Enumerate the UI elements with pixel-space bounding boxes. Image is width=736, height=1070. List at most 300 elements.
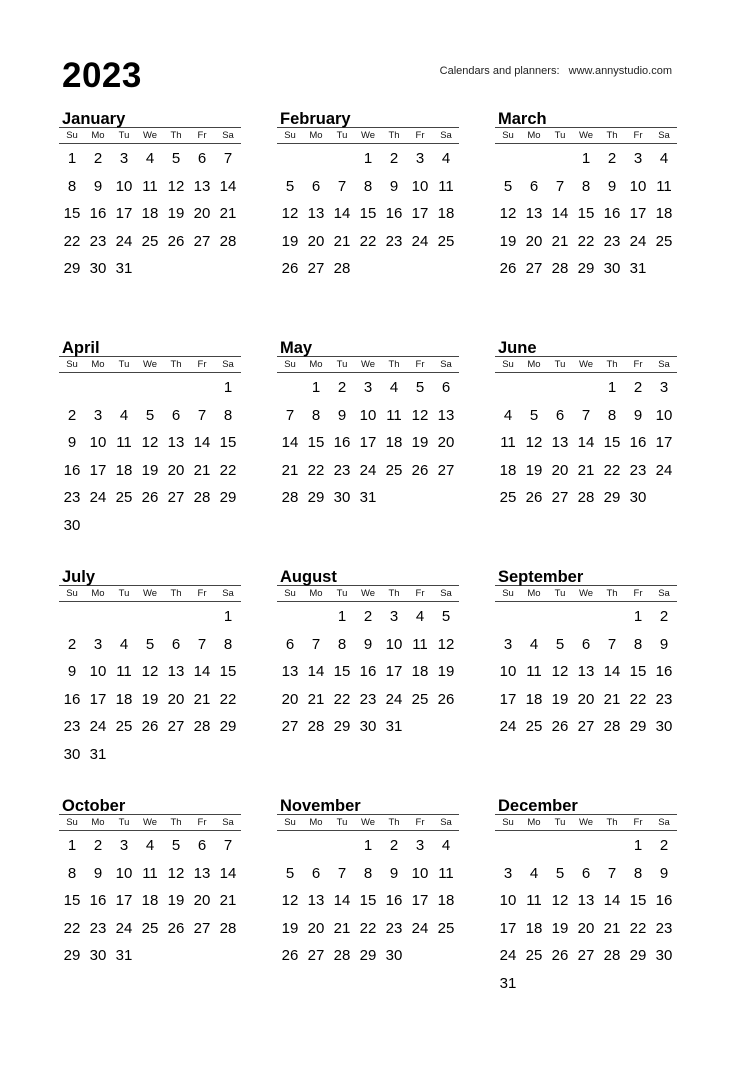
day-cell: 29: [603, 489, 621, 507]
day-cell: 19: [281, 919, 299, 937]
day-cell: 19: [281, 232, 299, 250]
day-cell: 5: [555, 864, 565, 882]
day-cell: 12: [525, 434, 543, 452]
weekday-label: Tu: [336, 359, 348, 370]
day-cell: 16: [63, 461, 81, 479]
day-cell: 6: [171, 406, 181, 424]
day-cell: 17: [385, 663, 403, 681]
day-cell: 21: [219, 892, 237, 910]
empty-cell: [277, 832, 303, 860]
weekday-label: Tu: [336, 817, 348, 828]
day-cell: 3: [415, 150, 425, 167]
day-cell: 1: [363, 837, 373, 854]
day-cell: 21: [333, 232, 351, 250]
day-cell: 16: [603, 205, 621, 223]
day-cell: 8: [223, 635, 233, 653]
weekday-label: We: [360, 817, 376, 828]
day-cell: 20: [193, 205, 211, 223]
day-cell: 19: [167, 892, 185, 910]
day-cell: 14: [603, 892, 621, 910]
weekday-label: Mo: [309, 588, 323, 599]
day-cell: 10: [499, 892, 517, 910]
day-cell: 9: [363, 635, 373, 653]
weekday-label: Sa: [440, 130, 452, 141]
day-cell: 5: [529, 406, 539, 424]
weekday-label: Su: [284, 588, 296, 599]
day-grid: [277, 603, 459, 741]
weekday-label: Tu: [336, 588, 348, 599]
day-cell: 5: [145, 406, 155, 424]
month-name: October: [62, 797, 126, 815]
day-cell: 11: [656, 177, 672, 195]
weekday-label: Fr: [197, 588, 207, 599]
day-cell: 9: [389, 177, 399, 195]
day-cell: 25: [411, 690, 429, 708]
weekday-header: [495, 127, 677, 144]
day-cell: 29: [219, 718, 237, 736]
day-grid: [277, 374, 459, 512]
day-cell: 20: [167, 461, 185, 479]
day-cell: 12: [411, 406, 429, 424]
day-cell: 11: [116, 434, 132, 452]
weekday-label: Th: [388, 359, 400, 370]
month-name: July: [62, 568, 96, 586]
weekday-label: Tu: [554, 130, 566, 141]
day-cell: 8: [337, 635, 347, 653]
weekday-label: Fr: [415, 359, 425, 370]
day-cell: 3: [389, 608, 399, 625]
day-cell: 21: [193, 461, 211, 479]
day-cell: 17: [359, 434, 377, 452]
weekday-label: Mo: [527, 130, 541, 141]
day-cell: 26: [551, 718, 569, 736]
day-cell: 29: [307, 489, 325, 507]
empty-cell: [599, 603, 625, 631]
weekday-label: We: [142, 817, 158, 828]
empty-cell: [163, 374, 189, 402]
day-cell: 12: [141, 434, 159, 452]
day-cell: 3: [503, 635, 513, 653]
day-cell: 18: [141, 892, 159, 910]
day-cell: 13: [167, 434, 185, 452]
day-cell: 17: [655, 434, 673, 452]
day-cell: 27: [307, 260, 325, 278]
weekday-label: Tu: [554, 359, 566, 370]
weekday-label: Th: [170, 130, 182, 141]
day-cell: 24: [89, 718, 107, 736]
day-cell: 25: [437, 232, 455, 250]
weekday-label: Su: [502, 817, 514, 828]
day-cell: 12: [281, 892, 299, 910]
weekday-label: We: [578, 817, 594, 828]
weekday-label: Th: [170, 817, 182, 828]
month-name: March: [498, 110, 547, 128]
day-cell: 22: [307, 461, 325, 479]
day-cell: 22: [359, 919, 377, 937]
day-cell: 2: [607, 150, 617, 167]
day-cell: 21: [281, 461, 299, 479]
day-cell: 7: [197, 406, 207, 424]
day-cell: 7: [285, 406, 295, 424]
day-cell: 3: [93, 406, 103, 424]
day-cell: 22: [603, 461, 621, 479]
day-cell: 15: [359, 892, 377, 910]
day-cell: 6: [197, 150, 207, 167]
month-march: [495, 109, 677, 283]
day-cell: 21: [219, 205, 237, 223]
month-name: April: [62, 339, 100, 357]
day-cell: 15: [577, 205, 595, 223]
weekday-label: Fr: [633, 359, 643, 370]
day-cell: 23: [63, 489, 81, 507]
day-cell: 19: [141, 690, 159, 708]
day-cell: 17: [89, 461, 107, 479]
day-cell: 30: [655, 718, 673, 736]
day-cell: 25: [655, 232, 673, 250]
day-cell: 13: [193, 864, 211, 882]
weekday-label: Mo: [309, 130, 323, 141]
day-cell: 6: [285, 635, 295, 653]
day-cell: 1: [67, 150, 77, 167]
day-cell: 11: [142, 177, 158, 195]
day-cell: 29: [333, 718, 351, 736]
day-cell: 26: [167, 232, 185, 250]
day-cell: 21: [551, 232, 569, 250]
weekday-label: Su: [66, 359, 78, 370]
day-cell: 24: [655, 461, 673, 479]
day-cell: 6: [171, 635, 181, 653]
day-cell: 22: [219, 690, 237, 708]
day-cell: 1: [633, 608, 643, 625]
day-cell: 11: [412, 635, 428, 653]
empty-cell: [137, 603, 163, 631]
day-cell: 30: [63, 745, 81, 763]
day-cell: 4: [529, 864, 539, 882]
day-cell: 2: [633, 379, 643, 396]
day-cell: 22: [63, 919, 81, 937]
weekday-label: Th: [606, 130, 618, 141]
empty-cell: [521, 145, 547, 173]
day-cell: 27: [281, 718, 299, 736]
weekday-label: Fr: [197, 359, 207, 370]
day-cell: 29: [219, 489, 237, 507]
empty-cell: [547, 832, 573, 860]
day-cell: 6: [311, 864, 321, 882]
day-cell: 8: [581, 177, 591, 195]
day-cell: 13: [307, 205, 325, 223]
day-cell: 22: [577, 232, 595, 250]
day-cell: 9: [607, 177, 617, 195]
weekday-label: Fr: [633, 130, 643, 141]
day-cell: 7: [311, 635, 321, 653]
day-cell: 1: [633, 837, 643, 854]
day-cell: 20: [577, 690, 595, 708]
day-cell: 2: [363, 608, 373, 625]
month-january: [59, 109, 241, 283]
day-cell: 10: [499, 663, 517, 681]
day-cell: 27: [437, 461, 455, 479]
empty-cell: [277, 145, 303, 173]
weekday-label: Fr: [197, 817, 207, 828]
day-cell: 10: [89, 434, 107, 452]
day-cell: 26: [281, 947, 299, 965]
weekday-header: [495, 585, 677, 602]
day-cell: 28: [219, 232, 237, 250]
day-cell: 19: [551, 690, 569, 708]
empty-cell: [85, 374, 111, 402]
day-cell: 24: [499, 947, 517, 965]
day-cell: 25: [525, 947, 543, 965]
day-cell: 7: [607, 635, 617, 653]
day-cell: 24: [499, 718, 517, 736]
day-cell: 8: [363, 864, 373, 882]
day-cell: 13: [525, 205, 543, 223]
day-cell: 17: [115, 892, 133, 910]
day-cell: 11: [116, 663, 132, 681]
day-cell: 18: [499, 461, 517, 479]
day-cell: 18: [115, 690, 133, 708]
day-cell: 23: [655, 919, 673, 937]
day-cell: 22: [219, 461, 237, 479]
month-december: [495, 796, 677, 998]
day-cell: 28: [577, 489, 595, 507]
day-cell: 6: [441, 379, 451, 396]
day-cell: 26: [551, 947, 569, 965]
day-cell: 27: [193, 919, 211, 937]
day-cell: 10: [411, 177, 429, 195]
day-cell: 7: [223, 150, 233, 167]
day-grid: [59, 832, 241, 970]
day-cell: 15: [333, 663, 351, 681]
day-cell: 25: [141, 919, 159, 937]
day-cell: 21: [603, 690, 621, 708]
day-cell: 8: [311, 406, 321, 424]
day-cell: 21: [307, 690, 325, 708]
day-cell: 4: [659, 150, 669, 167]
day-cell: 23: [629, 461, 647, 479]
day-cell: 26: [141, 718, 159, 736]
weekday-label: Su: [284, 130, 296, 141]
day-cell: 30: [385, 947, 403, 965]
weekday-label: We: [360, 130, 376, 141]
day-cell: 15: [219, 434, 237, 452]
day-cell: 10: [115, 177, 133, 195]
weekday-label: Mo: [309, 817, 323, 828]
day-cell: 1: [337, 608, 347, 625]
day-cell: 20: [551, 461, 569, 479]
day-cell: 23: [89, 919, 107, 937]
month-february: [277, 109, 459, 283]
day-cell: 4: [119, 406, 129, 424]
day-cell: 4: [441, 837, 451, 854]
weekday-label: Th: [388, 817, 400, 828]
day-cell: 12: [141, 663, 159, 681]
day-cell: 11: [438, 177, 454, 195]
day-cell: 14: [307, 663, 325, 681]
day-cell: 14: [333, 892, 351, 910]
day-cell: 26: [437, 690, 455, 708]
weekday-label: We: [142, 130, 158, 141]
day-cell: 26: [281, 260, 299, 278]
day-cell: 24: [115, 919, 133, 937]
weekday-label: We: [142, 359, 158, 370]
weekday-label: Sa: [222, 588, 234, 599]
weekday-label: Sa: [658, 130, 670, 141]
day-cell: 14: [219, 177, 237, 195]
day-cell: 2: [659, 837, 669, 854]
day-cell: 15: [603, 434, 621, 452]
day-cell: 11: [526, 663, 542, 681]
day-cell: 14: [193, 434, 211, 452]
day-cell: 8: [363, 177, 373, 195]
weekday-label: Sa: [222, 359, 234, 370]
day-cell: 8: [67, 177, 77, 195]
day-cell: 6: [581, 864, 591, 882]
empty-cell: [303, 603, 329, 631]
weekday-label: Mo: [527, 588, 541, 599]
month-april: [59, 338, 241, 540]
day-cell: 24: [385, 690, 403, 708]
day-cell: 30: [359, 718, 377, 736]
day-cell: 23: [89, 232, 107, 250]
weekday-label: Th: [606, 588, 618, 599]
day-cell: 28: [281, 489, 299, 507]
day-cell: 16: [89, 892, 107, 910]
day-cell: 18: [385, 434, 403, 452]
day-grid: [59, 374, 241, 540]
day-cell: 19: [499, 232, 517, 250]
month-may: [277, 338, 459, 512]
weekday-label: We: [360, 588, 376, 599]
day-cell: 24: [89, 489, 107, 507]
day-cell: 5: [285, 864, 295, 882]
day-cell: 15: [63, 892, 81, 910]
day-cell: 15: [307, 434, 325, 452]
month-july: [59, 567, 241, 769]
day-cell: 6: [197, 837, 207, 854]
day-cell: 23: [63, 718, 81, 736]
weekday-label: We: [360, 359, 376, 370]
empty-cell: [111, 603, 137, 631]
day-cell: 4: [529, 635, 539, 653]
empty-cell: [495, 603, 521, 631]
day-cell: 7: [197, 635, 207, 653]
day-cell: 10: [115, 864, 133, 882]
day-cell: 25: [499, 489, 517, 507]
day-cell: 8: [223, 406, 233, 424]
month-november: [277, 796, 459, 970]
empty-cell: [137, 374, 163, 402]
day-cell: 3: [363, 379, 373, 396]
weekday-label: We: [578, 588, 594, 599]
weekday-label: Th: [388, 130, 400, 141]
day-cell: 17: [115, 205, 133, 223]
day-cell: 24: [115, 232, 133, 250]
day-cell: 24: [629, 232, 647, 250]
empty-cell: [547, 374, 573, 402]
day-cell: 9: [337, 406, 347, 424]
day-cell: 31: [359, 489, 377, 507]
day-cell: 28: [219, 919, 237, 937]
day-cell: 15: [219, 663, 237, 681]
day-cell: 6: [311, 177, 321, 195]
day-cell: 31: [89, 745, 107, 763]
day-cell: 24: [411, 919, 429, 937]
empty-cell: [521, 832, 547, 860]
day-grid: [59, 603, 241, 769]
day-cell: 8: [633, 635, 643, 653]
day-cell: 29: [577, 260, 595, 278]
day-cell: 1: [581, 150, 591, 167]
day-cell: 9: [67, 663, 77, 681]
day-cell: 19: [525, 461, 543, 479]
day-cell: 27: [551, 489, 569, 507]
day-cell: 27: [577, 947, 595, 965]
weekday-label: Su: [66, 588, 78, 599]
day-cell: 30: [333, 489, 351, 507]
weekday-label: We: [142, 588, 158, 599]
day-cell: 18: [115, 461, 133, 479]
day-cell: 14: [551, 205, 569, 223]
weekday-label: Tu: [554, 817, 566, 828]
weekday-header: [59, 356, 241, 373]
day-cell: 16: [655, 663, 673, 681]
day-cell: 28: [193, 489, 211, 507]
day-cell: 5: [441, 608, 451, 625]
day-cell: 31: [115, 947, 133, 965]
month-name: May: [280, 339, 313, 357]
day-cell: 12: [167, 177, 185, 195]
day-cell: 13: [577, 663, 595, 681]
day-cell: 2: [659, 608, 669, 625]
day-cell: 17: [499, 919, 517, 937]
day-cell: 22: [629, 690, 647, 708]
weekday-label: Tu: [118, 130, 130, 141]
day-cell: 4: [441, 150, 451, 167]
weekday-label: Mo: [91, 130, 105, 141]
weekday-label: Sa: [222, 130, 234, 141]
day-cell: 23: [333, 461, 351, 479]
weekday-label: Su: [502, 359, 514, 370]
weekday-label: Mo: [309, 359, 323, 370]
day-cell: 27: [193, 232, 211, 250]
day-cell: 15: [63, 205, 81, 223]
day-cell: 7: [337, 177, 347, 195]
day-cell: 21: [333, 919, 351, 937]
day-cell: 22: [359, 232, 377, 250]
day-cell: 14: [193, 663, 211, 681]
weekday-label: Tu: [554, 588, 566, 599]
day-cell: 29: [629, 947, 647, 965]
day-cell: 2: [67, 635, 77, 653]
day-cell: 25: [525, 718, 543, 736]
day-cell: 17: [629, 205, 647, 223]
day-cell: 17: [89, 690, 107, 708]
day-cell: 7: [581, 406, 591, 424]
weekday-label: Mo: [527, 817, 541, 828]
day-cell: 12: [437, 635, 455, 653]
day-grid: [59, 145, 241, 283]
weekday-label: Th: [170, 359, 182, 370]
day-cell: 6: [581, 635, 591, 653]
day-cell: 28: [307, 718, 325, 736]
weekday-header: [59, 814, 241, 831]
empty-cell: [547, 145, 573, 173]
year-title: 2023: [62, 56, 142, 95]
day-cell: 23: [385, 919, 403, 937]
day-cell: 9: [389, 864, 399, 882]
weekday-label: Fr: [633, 817, 643, 828]
